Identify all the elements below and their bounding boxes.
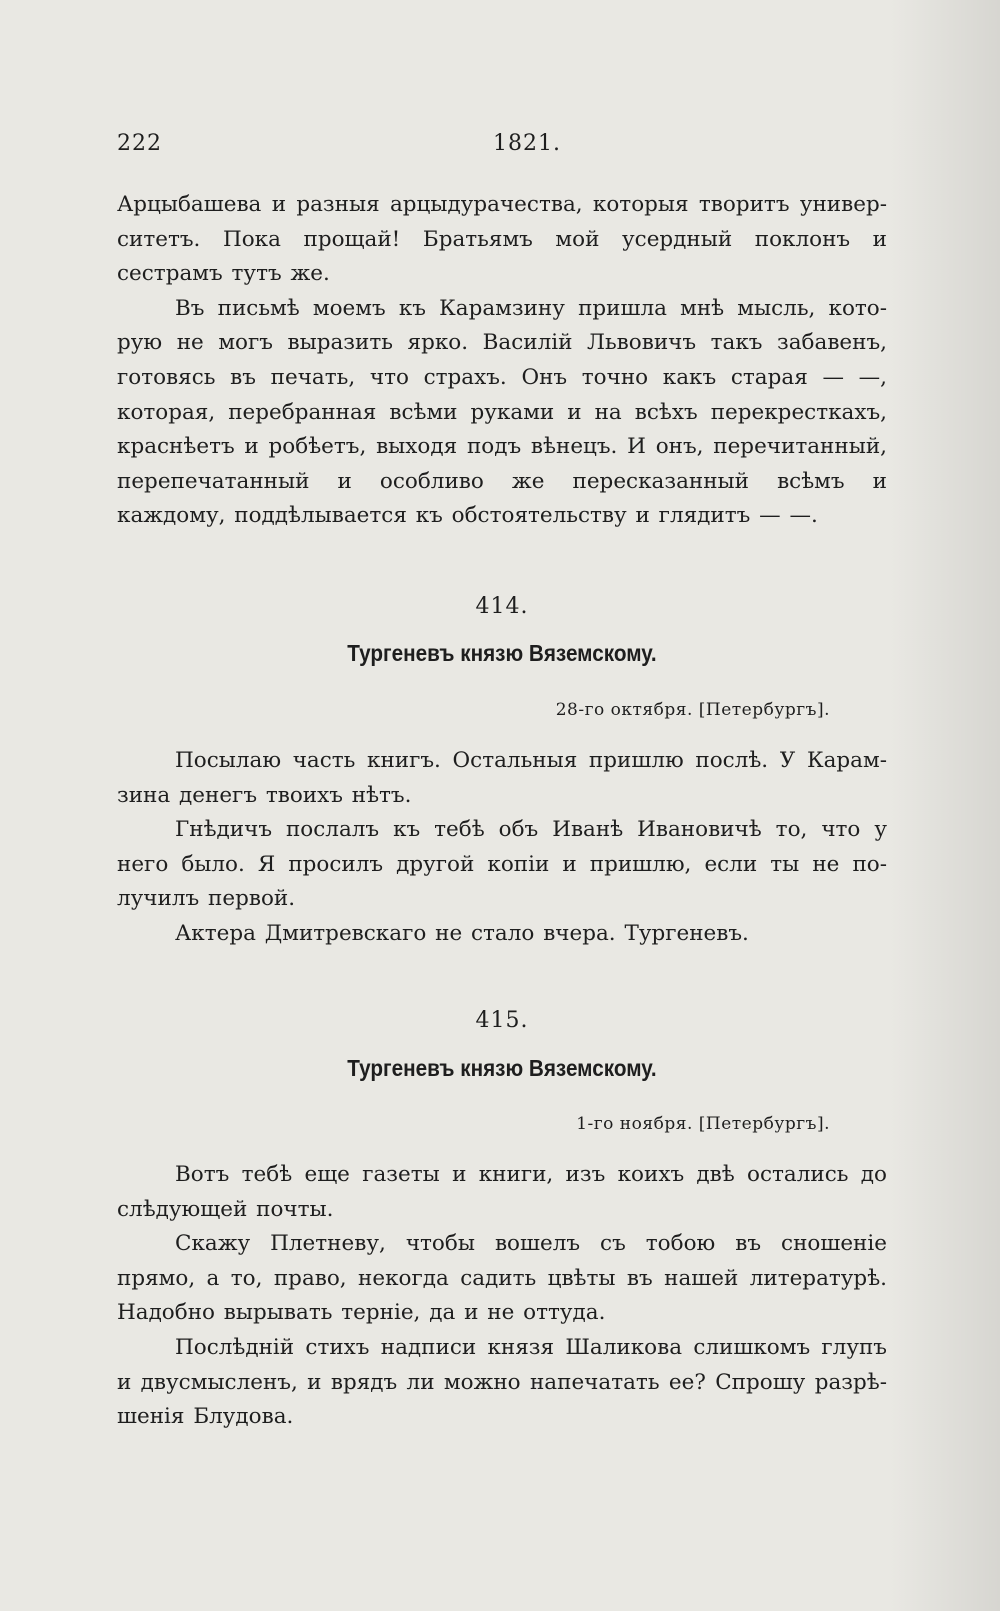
letter-dateline: 1-го ноября. [Петербургъ].	[576, 1114, 830, 1134]
letter-heading: Тургеневъ князю Вяземскому.	[347, 1055, 657, 1081]
paragraph: Скажу Плетневу, чтобы вошелъ съ тобою въ сношеніе прямо, а то, право, некогда садить цвѣты въ нашей литературѣ. Надобно вырывать терніе, да и не оттуда.	[117, 1231, 887, 1326]
page-header	[117, 131, 887, 161]
paragraph: Гнѣдичъ послалъ къ тебѣ объ Иванѣ Ивановичѣ то, что у него было. Я просилъ другой копіи и пришлю, если ты не получилъ первой.	[117, 817, 887, 912]
letter-number: 414.	[475, 594, 529, 619]
letter-number: 415.	[475, 1008, 529, 1033]
letter-dateline: 28-го октября. [Петербургъ].	[555, 700, 830, 720]
page-edge-shadow	[890, 0, 1000, 1611]
running-head-year: 1821.	[493, 131, 561, 156]
paragraph: Арцыбашева и разныя арцыдурачества, которыя творитъ университетъ. Пока прощай! Братьямъ мой усердный поклонъ и сестрамъ тутъ же.	[117, 192, 887, 287]
letter-body	[117, 744, 887, 952]
paragraph: Актера Дмитревскаго не стало вчера. Тургеневъ.	[175, 920, 749, 946]
paragraph: Посылаю часть книгъ. Остальныя пришлю послѣ. У Карамзина денегъ твоихъ нѣтъ.	[117, 748, 887, 808]
letter-body	[117, 1158, 887, 1435]
paragraph: Въ письмѣ моемъ къ Карамзину пришла мнѣ мысль, которую не могъ выразить ярко. Василій Львовичъ такъ забавенъ, готовясь въ печать, что страхъ. Онъ точно какъ старая — —, которая, перебранная всѣми руками и на всѣхъ перекресткахъ, краснѣетъ и робѣетъ, выходя подъ вѣнецъ. И онъ, перечитанный, перепечатанный и особливо же пересказанный всѣмъ и каждому, поддѣлывается къ обстоятельству и глядитъ — —.	[117, 295, 887, 529]
page-number: 222	[117, 131, 162, 156]
paragraph: Послѣдній стихъ надписи князя Шаликова слишкомъ глупъ и двусмысленъ, и врядъ ли можно напечатать ее? Спрошу разрѣшенія Блудова.	[117, 1334, 887, 1430]
paragraph: Вотъ тебѣ еще газеты и книги, изъ коихъ двѣ остались до слѣдующей почты.	[117, 1162, 887, 1222]
opening-text	[117, 188, 887, 534]
letter-heading: Тургеневъ князю Вяземскому.	[347, 640, 657, 666]
